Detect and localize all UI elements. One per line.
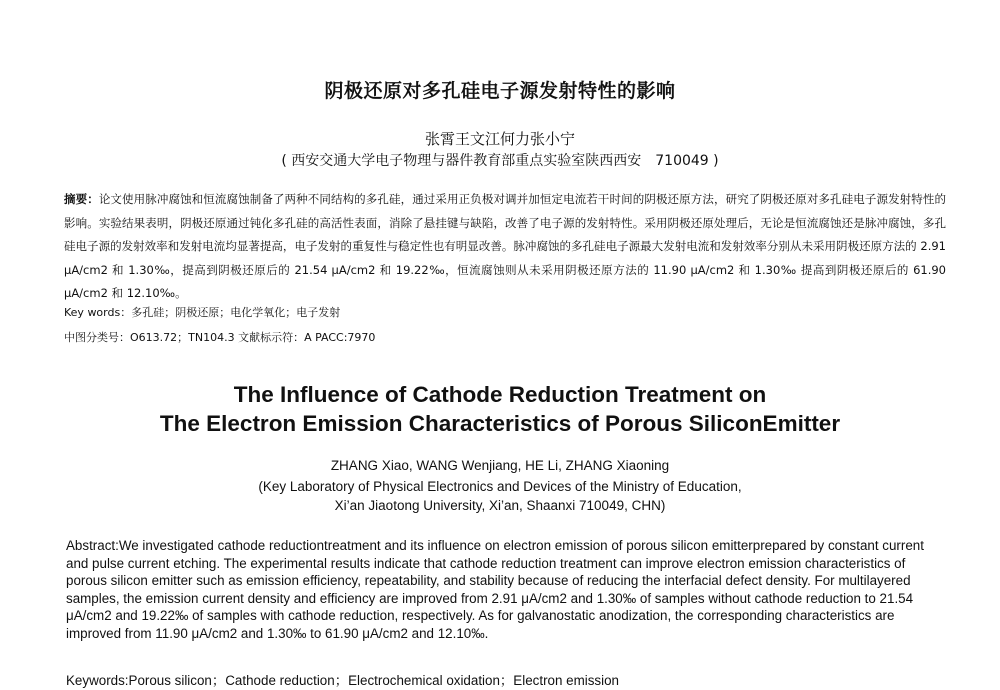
chinese-authors: 张霄王文江何力张小宁 [424, 130, 575, 148]
english-abstract: Abstract:We investigated cathode reductiontreatment and its influence on electron emission of porous silicon emitterprepared by constant current and pulse current etching. The experimental results indicate that cathode reduction treatment can improve electron emission characteristics of porous silicon emitter such as emission efficiency, repeatability, and stability because of reducing the interfacial defect density. For multilayered samples, the emission current density and efficiency are improved from 2.91 μA/cm2 and 1.30‰ of samples without cathode reduction to 21.54 μA/cm2 and 19.22‰ of samples with cathode reduction, respectively. As for galvanostatic anodization, the corresponding characteristics are improved from 11.90 μA/cm2 and 1.30‰ to 61.90 μA/cm2 and 12.10‰. [66, 538, 924, 641]
english-title [0, 380, 1000, 438]
english-title-line-2: The Electron Emission Characteristics of Porous SiliconEmitter [159, 411, 841, 436]
chinese-keywords: Key words：多孔硅；阴极还原；电化学氧化；电子发射 [64, 306, 341, 319]
english-affiliation-line-1: (Key Laboratory of Physical Electronics and Devices of the Ministry of Education, [258, 479, 742, 494]
chinese-abstract-label: 摘要： [64, 192, 99, 206]
chinese-affiliation: ( 西安交通大学电子物理与器件教育部重点实验室陕西西安 710049 ) [281, 153, 719, 169]
english-authors: ZHANG Xiao, WANG Wenjiang, HE Li, ZHANG Xiaoning [330, 458, 670, 473]
chinese-title: 阴极还原对多孔硅电子源发射特性的影响 [324, 80, 676, 102]
english-keywords: Keywords:Porous silicon；Cathode reduction；Electrochemical oxidation；Electron emission [66, 673, 619, 688]
chinese-classification: 中图分类号：O613.72；TN104.3 文献标示符：A PACC:7970 [64, 331, 376, 344]
english-affiliation-line-2: Xi’an Jiaotong University, Xi’an, Shaanxi 710049, CHN) [334, 498, 666, 513]
english-title-line-1: The Influence of Cathode Reduction Treatment on [233, 382, 767, 407]
chinese-abstract [64, 188, 946, 306]
chinese-abstract-text: 论文使用脉冲腐蚀和恒流腐蚀制备了两种不同结构的多孔硅，通过采用正负极对调并加恒定电流若干时间的阴极还原方法，研究了阴极还原对多孔硅电子源发射特性的影响。实验结果表明，阴极还原通过钝化多孔硅的高活性表面，消除了悬挂键与缺陷，改善了电子源的发射特性。采用阴极还原处理后，无论是恒流腐蚀还是脉冲腐蚀，多孔硅电子源的发射效率和发射电流均显著提高，电子发射的重复性与稳定性也有明显改善。脉冲腐蚀的多孔硅电子源最大发射电流和发射效率分别从未采用阴极还原方法的 2.91 μA/cm2 和 1.30‰，提高到阴极还原后的 21.54 μA/cm2 和 19.22‰，恒流腐蚀则从未采用阴极还原方法的 11.90 μA/cm2 和 1.30‰ 提高到阴极还原后的 61.90 μA/cm2 和 12.10‰。 [64, 192, 946, 300]
